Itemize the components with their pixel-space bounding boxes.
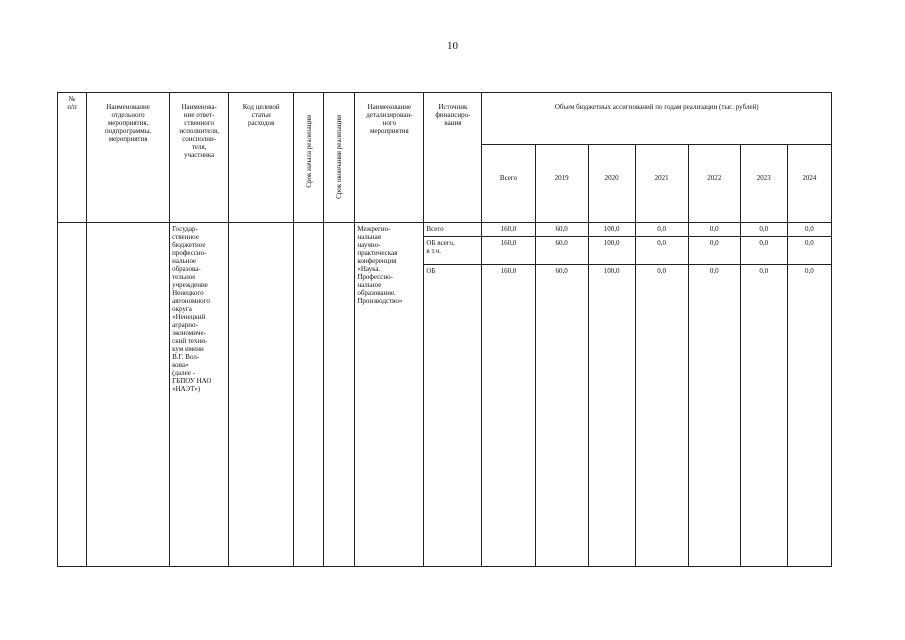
header-num: № п/п [58, 93, 87, 223]
value-cell: 0,0 [787, 237, 831, 265]
header-name: Наименование отдельного мероприятия, подпрограммы, мероприятия [87, 93, 170, 223]
value-cell: 0,0 [635, 237, 688, 265]
value-cell: 160,0 [482, 237, 535, 265]
value-cell: 100,0 [588, 265, 635, 567]
header-start-cell [294, 93, 324, 223]
header-executor: Наименова- ние ответ- ственного исполнителя, соисполни- теля, участника [170, 93, 229, 223]
header-end: Срок окончания реализации [335, 115, 344, 199]
cell-start [294, 223, 324, 567]
cell-code [229, 223, 294, 567]
cell-name [87, 223, 170, 567]
budget-table [57, 92, 832, 567]
cell-end [324, 223, 355, 567]
value-cell: 0,0 [688, 237, 740, 265]
year-2024: 2024 [787, 145, 831, 223]
value-cell: 0,0 [688, 223, 740, 237]
year-2022: 2022 [688, 145, 740, 223]
header-end-cell [324, 93, 355, 223]
value-cell: 160,0 [482, 223, 535, 237]
value-cell: 60,0 [535, 237, 588, 265]
source-total: Всего [424, 223, 482, 237]
value-cell: 0,0 [787, 265, 831, 567]
page-number: 10 [447, 40, 458, 52]
value-cell: 0,0 [740, 265, 787, 567]
header-detail: Наименование детализирован- ного мероприятия [355, 93, 424, 223]
year-2020: 2020 [588, 145, 635, 223]
header-code: Код целевой статьи расходов [229, 93, 294, 223]
header-budget: Объем бюджетных ассигнований по годам реализации (тыс. рублей) [482, 93, 832, 145]
year-2021: 2021 [635, 145, 688, 223]
value-cell: 0,0 [787, 223, 831, 237]
cell-num [58, 223, 87, 567]
value-cell: 160,0 [482, 265, 535, 567]
value-cell: 60,0 [535, 223, 588, 237]
header-source: Источник финансиро- вания [424, 93, 482, 223]
header-start: Срок начала реализации [304, 115, 313, 188]
value-cell: 100,0 [588, 237, 635, 265]
source-ob-total: ОБ всего, в т.ч. [424, 237, 482, 265]
value-cell: 0,0 [635, 223, 688, 237]
year-total: Всего [482, 145, 535, 223]
source-ob: ОБ [424, 265, 482, 567]
value-cell: 60,0 [535, 265, 588, 567]
detail-name: Межрегио- нальная научно- практическая конференция «Наука. Профессио- нальное образование. Производство» [355, 223, 424, 567]
executor-name: Государ- ственное бюджетное профессио- нальное образова- тельное учреждение Ненецкого автономного округа «Ненецкий аграрно- экономиче- ский техни- кум имени В.Г. Вол- кова» (далее - ГБПОУ НАО «НАЭТ») [170, 223, 229, 567]
value-cell: 0,0 [740, 223, 787, 237]
value-cell: 0,0 [688, 265, 740, 567]
value-cell: 0,0 [740, 237, 787, 265]
value-cell: 100,0 [588, 223, 635, 237]
value-cell: 0,0 [635, 265, 688, 567]
year-2023: 2023 [740, 145, 787, 223]
year-2019: 2019 [535, 145, 588, 223]
